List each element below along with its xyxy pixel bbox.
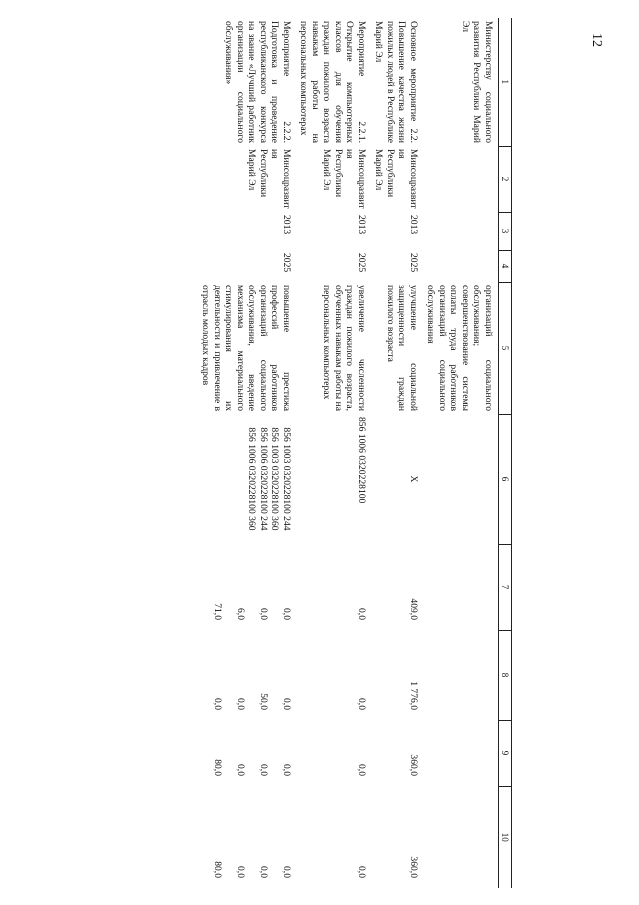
value-line: 0,0	[212, 698, 223, 710]
budget-code-line: 856 1006 0320228100 360	[246, 427, 258, 531]
value-line: 0,0	[281, 866, 292, 878]
executor-cell: Минсоцразвития Республики Марий Эл	[321, 149, 367, 209]
header-cell: 9	[499, 720, 512, 786]
value-line: 6,0	[235, 608, 246, 620]
page-number: 12	[589, 33, 604, 47]
measure-name-cell: Мероприятие 2.2.1. Открытие компьютерных классов для обучения граждан пожилого возраста навыкам работы на персональных компьютерах	[298, 21, 367, 143]
end-year-cell: 2025	[356, 253, 367, 273]
end-year-cell	[423, 250, 499, 282]
end-year-cell: 2025	[281, 253, 292, 273]
executor-cell	[423, 146, 499, 212]
value-line: 0,0	[235, 764, 246, 776]
table-row	[423, 18, 499, 888]
value-line: 0,0	[281, 698, 292, 710]
start-year-cell: 2013	[281, 215, 292, 235]
value-line: 0,0	[281, 764, 292, 776]
budget-code-cell: 856 1006 0320228100	[356, 417, 367, 504]
header-cell: 6	[499, 414, 512, 544]
result-cell: улучшение социальной защищенности граждан пожилого возраста	[385, 285, 419, 411]
value-cell: 409,0	[408, 598, 419, 620]
value-cell: 360,0	[408, 856, 419, 878]
table-row	[296, 18, 371, 888]
header-row	[499, 18, 512, 888]
value-cell: 0,0	[356, 608, 367, 620]
value-cell: 0,0	[356, 764, 367, 776]
budget-code-line: 856 1003 0320228100 360	[269, 427, 281, 531]
header-cell: 8	[499, 630, 512, 720]
budget-code-cell: X	[408, 475, 419, 483]
budget-code-cell	[198, 414, 296, 544]
responsible-cell: Министерству социального развития Республики Марий Эл	[460, 21, 494, 143]
value-line: 50,0	[258, 693, 269, 710]
value-line: 80,0	[212, 861, 223, 878]
executor-cell: Минсоцразвития Республики Марий Эл	[246, 149, 292, 209]
value-line: 0,0	[258, 764, 269, 776]
budget-code-cell	[423, 414, 499, 544]
value-cell: 1 776,0	[408, 681, 419, 710]
value-cell	[198, 544, 296, 630]
value-line: 0,0	[235, 866, 246, 878]
header-cell: 1	[499, 18, 512, 146]
value-cell	[423, 630, 499, 720]
header-cell: 10	[499, 786, 512, 888]
value-cell	[423, 786, 499, 888]
header-cell: 4	[499, 250, 512, 282]
header-cell: 7	[499, 544, 512, 630]
value-cell	[198, 720, 296, 786]
value-line: 0,0	[235, 698, 246, 710]
measure-name-cell: Основное мероприятие 2.2. Повышение качества жизни пожилых людей в Республике Марий Эл	[373, 21, 419, 143]
table-row	[198, 18, 296, 888]
header-cell: 3	[499, 212, 512, 250]
budget-code-line: 856 1006 0320228100 244	[258, 427, 269, 531]
rotated-table-page	[116, 18, 512, 888]
header-cell: 2	[499, 146, 512, 212]
value-line: 80,0	[212, 759, 223, 776]
start-year-cell	[423, 212, 499, 250]
program-table	[198, 18, 512, 888]
table-row	[371, 18, 423, 888]
value-line: 71,0	[212, 603, 223, 620]
executor-cell: Минсоцразвития Республики Марий Эл	[373, 149, 419, 209]
result-cell: повышение престижа профессий работников организаций социального обслуживания, введение механизма материального стимулирования их деятельности и привлечение в отрасль молодых кадров	[200, 285, 292, 411]
budget-code-line: 856 1003 0320228100 244	[281, 427, 292, 531]
header-cell: 5	[499, 282, 512, 414]
start-year-cell: 2013	[356, 215, 367, 235]
value-line: 0,0	[258, 866, 269, 878]
value-cell: 0,0	[356, 698, 367, 710]
value-cell	[423, 720, 499, 786]
value-cell	[198, 630, 296, 720]
value-cell: 360,0	[408, 754, 419, 776]
value-line: 0,0	[258, 608, 269, 620]
value-cell	[198, 786, 296, 888]
start-year-cell: 2013	[408, 215, 419, 235]
measure-name-cell: Мероприятие 2.2.2. Подготовка и проведение республиканского конкурса на звание «Лучший работник организации социального обслуживания»	[223, 21, 292, 143]
result-cell: организаций социального обслуживания; совершенствование системы оплаты труда работников организаций социального обслуживания	[425, 285, 494, 411]
end-year-cell: 2025	[408, 253, 419, 273]
value-line: 0,0	[281, 608, 292, 620]
value-cell	[423, 544, 499, 630]
value-cell: 0,0	[356, 866, 367, 878]
result-cell: увеличение численности граждан пожилого возраста, обученных навыкам работы на персональных компьютерах	[321, 285, 367, 411]
